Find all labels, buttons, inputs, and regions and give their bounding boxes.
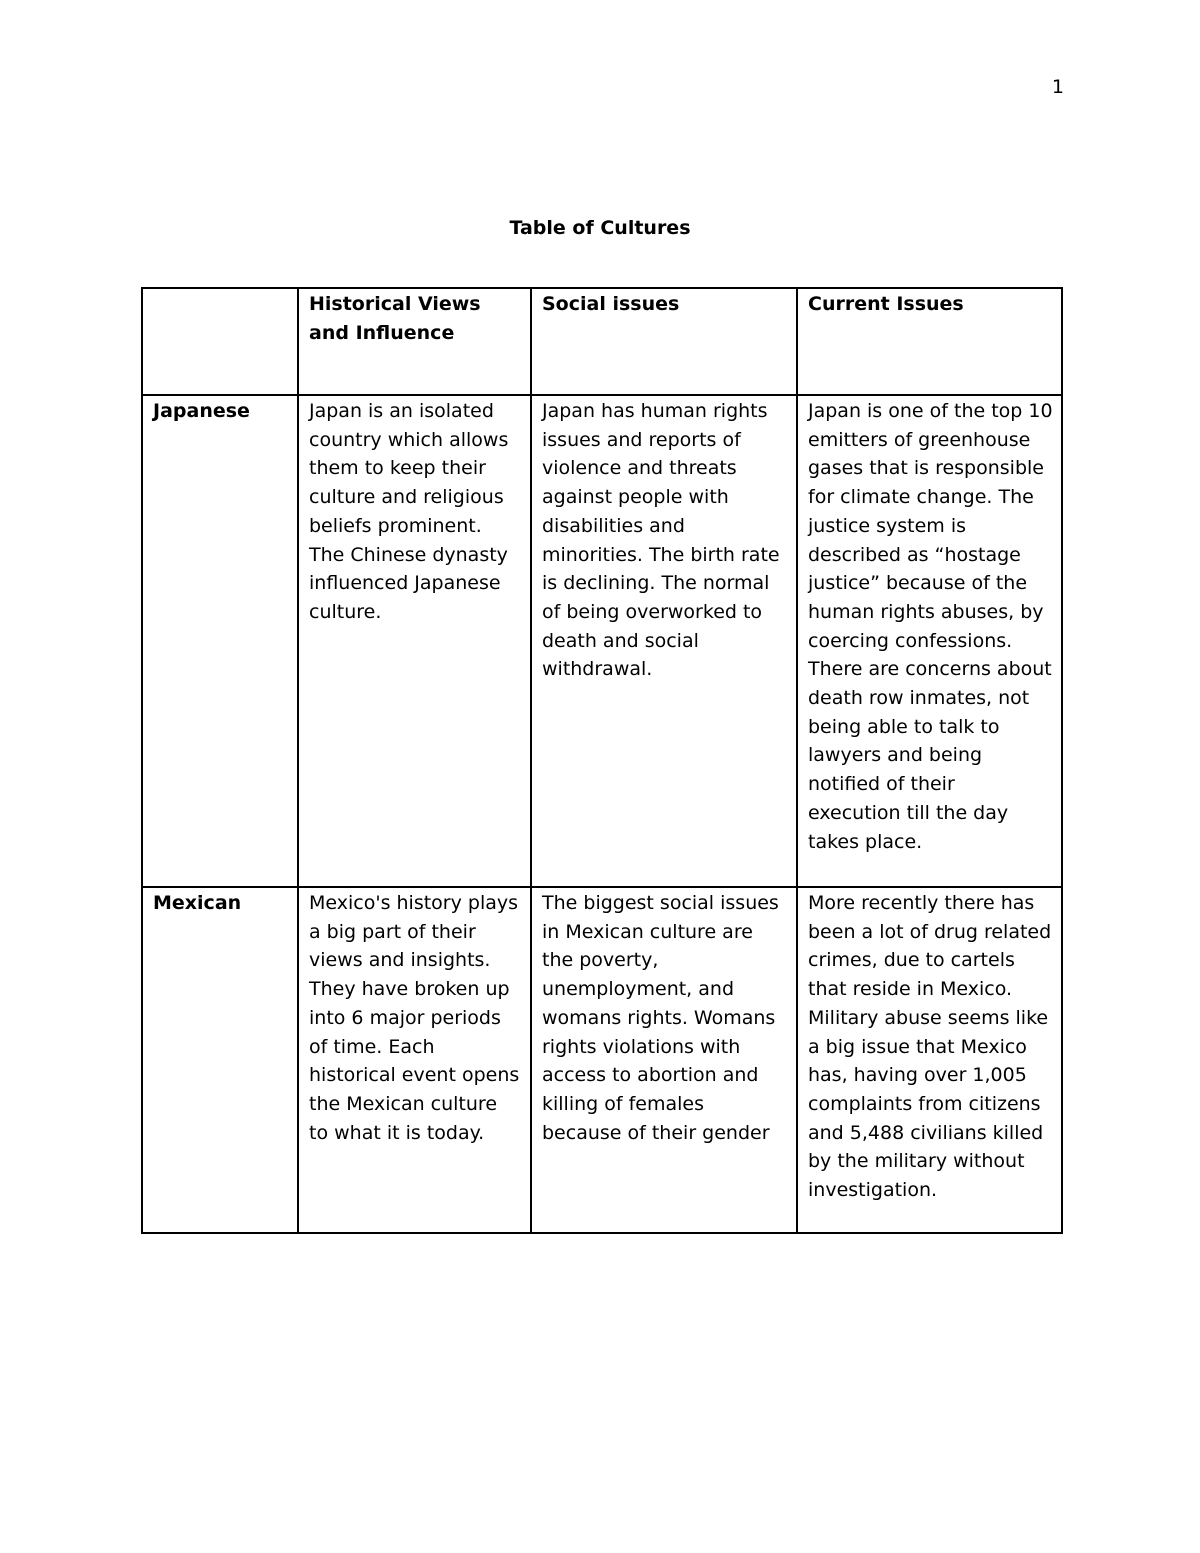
cell-japanese-historical: Japan is an isolated country which allows them to keep their culture and religious beliefs prominent. The Chinese dynasty influenced Japanese culture. [298,395,531,887]
header-cell-historical: Historical Views and Influence [298,288,531,395]
header-cell-social: Social issues [531,288,797,395]
cultures-table [141,287,1063,1234]
table-header-row [142,288,1062,395]
row-label-mexican: Mexican [142,887,298,1233]
cell-japanese-social: Japan has human rights issues and reports of violence and threats against people with disabilities and minorities. The birth rate is declining. The normal of being overworked to death and social withdrawal. [531,395,797,887]
page-title: Table of Cultures [509,217,691,239]
header-cell-current: Current Issues [797,288,1062,395]
cell-japanese-current: Japan is one of the top 10 emitters of greenhouse gases that is responsible for climate change. The justice system is described as “hostage justice” because of the human rights abuses, by coercing confessions. There are concerns about death row inmates, not being able to talk to lawyers and being notified of their execution till the day takes place. [797,395,1062,887]
cell-mexican-historical: Mexico's history plays a big part of their views and insights. They have broken up into 6 major periods of time. Each historical event opens the Mexican culture to what it is today. [298,887,531,1233]
page-number: 1 [1051,76,1064,98]
table-row [142,887,1062,1233]
header-cell-empty [142,288,298,395]
row-label-japanese: Japanese [142,395,298,887]
table-row [142,395,1062,887]
cell-mexican-social: The biggest social issues in Mexican culture are the poverty, unemployment, and womans rights. Womans rights violations with access to abortion and killing of females because of their gender [531,887,797,1233]
cell-mexican-current: More recently there has been a lot of drug related crimes, due to cartels that reside in Mexico. Military abuse seems like a big issue that Mexico has, having over 1,005 complaints from citizens and 5,488 civilians killed by the military without investigation. [797,887,1062,1233]
